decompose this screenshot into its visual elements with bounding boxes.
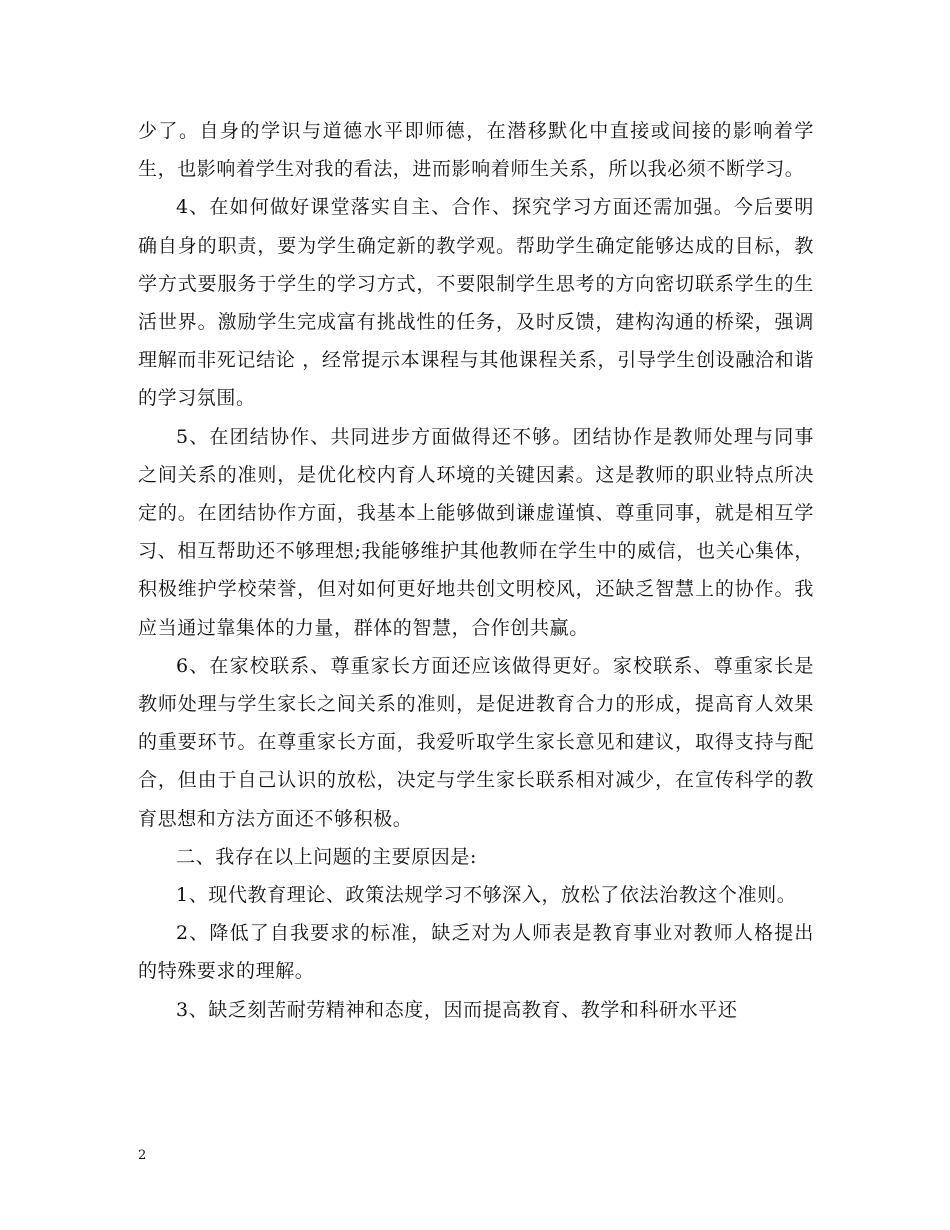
paragraph-cause-3: 3、缺乏刻苦耐劳精神和态度，因而提高教育、教学和科研水平还 — [176, 998, 738, 1021]
page-number: 2 — [138, 1148, 147, 1163]
paragraph-continuation: 少了。自身的学识与道德水平即师德，在潜移默化中直接或间接的影响着学生，也影响着学生对我的看法，进而影响着师生关系，所以我必须不断学习。 — [138, 120, 814, 181]
section-heading-causes: 二、我存在以上问题的主要原因是: — [176, 845, 478, 868]
paragraph-cause-1: 1、现代教育理论、政策法规学习不够深入，放松了依法治教这个准则。 — [176, 884, 797, 907]
paragraph-cause-2: 2、降低了自我要求的标准，缺乏对为人师表是教育事业对教师人格提出的特殊要求的理解。 — [138, 922, 814, 983]
body-text — [138, 112, 814, 1029]
paragraph-item-6: 6、在家校联系、尊重家长方面还应该做得更好。家校联系、尊重家长是教师处理与学生家长之间关系的准则，是促进教育合力的形成，提高育人效果的重要环节。在尊重家长方面，我爱听取学生家长意见和建议，取得支持与配合，但由于自己认识的放松，决定与学生家长联系相对减少，在宣传科学的教育思想和方法方面还不够积极。 — [138, 654, 814, 830]
paragraph-item-5: 5、在团结协作、共同进步方面做得还不够。团结协作是教师处理与同事之间关系的准则，是优化校内育人环境的关键因素。这是教师的职业特点所决定的。在团结协作方面，我基本上能够做到谦虚谨慎、尊重同事，就是相互学习、相互帮助还不够理想;我能够维护其他教师在学生中的威信，也关心集体，积极维护学校荣誉，但对如何更好地共创文明校风，还缺乏智慧上的协作。我应当通过靠集体的力量，群体的智慧，合作创共赢。 — [138, 425, 814, 639]
paragraph-item-4: 4、在如何做好课堂落实自主、合作、探究学习方面还需加强。今后要明确自身的职责，要为学生确定新的教学观。帮助学生确定能够达成的目标，教学方式要服务于学生的学习方式，不要限制学生思考的方向密切联系学生的生活世界。激励学生完成富有挑战性的任务，及时反馈，建构沟通的桥梁，强调理解而非死记结论 ，经常提示本课程与其他课程关系，引导学生创设融洽和谐的学习氛围。 — [138, 196, 814, 410]
